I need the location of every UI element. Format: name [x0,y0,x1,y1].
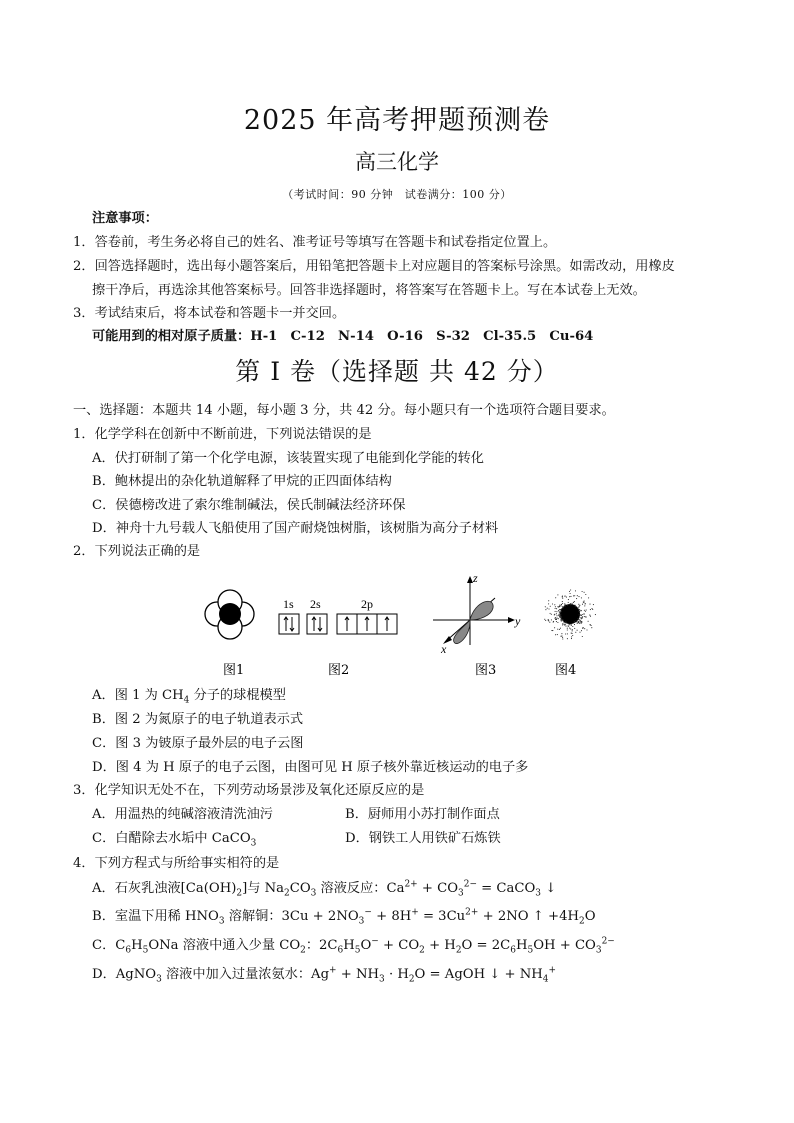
orbital-1s-label: 1s [283,597,294,611]
q1-option-b: B．鲍林提出的杂化轨道解释了甲烷的正四面体结构 [92,474,392,489]
section-title: 第 I 卷（选择题 共 42 分） [235,357,559,386]
q4-option-a: A．石灰乳浊液$[Ca(OH)_2]$与 $Na_2CO_3$ 溶液反应：$Ca^{2+} + CO_3^{2-}$ = CaCO$_3$ ↓ [92,879,557,899]
q3-option-d: D．钢铁工人用铁矿石炼铁 [345,831,501,846]
q2-option-c: C．图 3 为铍原子最外层的电子云图 [92,736,304,751]
axis-z-label: z [473,571,478,585]
q2-option-a: A．图 1 为 $CH_4$ 分子的球棍模型 [92,688,286,706]
notice-item-1: 1．答卷前，考生务必将自己的姓名、准考证号等填写在答题卡和试卷指定位置上。 [73,235,557,250]
q2-stem: 2．下列说法正确的是 [73,544,201,559]
fig1-label: 图1 [223,663,245,678]
exam-title: 2025 年高考押题预测卷 [243,105,551,136]
section-instructions: 一、选择题：本题共 14 小题，每小题 3 分，共 42 分。每小题只有一个选项符合题目要求。 [73,403,615,418]
q4-option-b: B．室温下用稀 $HNO_3$ 溶解铜：$3Cu + 2NO_3^- + 8H^+ = 3Cu^{2+} + 2NO$ ↑ $+4H_2O$ [92,907,596,927]
q4-option-c: C．$C_6H_5ONa$ 溶液中通入少量 $CO_2$：$2C_6H_5O^- + CO_2 + H_2O = 2C_6H_5OH + CO_3^{2-}$ [92,936,615,956]
q2-option-b: B．图 2 为氮原子的电子轨道表示式 [92,712,304,727]
exam-info: （考试时间：90 分钟 试卷满分：100 分） [282,188,512,201]
q4-stem: 4．下列方程式与所给事实相符的是 [73,856,280,871]
q2-option-d: D．图 4 为 H 原子的电子云图，由图可见 H 原子核外靠近核运动的电子多 [92,760,529,775]
axis-x-label: x [441,642,447,656]
notice-item-2: 2．回答选择题时，选出每小题答案后，用铅笔把答题卡上对应题目的答案标号涂黑。如需改动，用橡皮 [73,259,675,274]
axis-y-label: y [515,614,521,628]
exam-subtitle: 高三化学 [355,150,439,174]
q1-stem: 1．化学学科在创新中不断前进，下列说法错误的是 [73,427,372,442]
q2-figure-strip [195,570,615,685]
fig2-label: 图2 [328,663,350,678]
orbital-2p-label: 2p [361,597,373,611]
q3-option-a: A．用温热的纯碱溶液清洗油污 [92,807,273,822]
q3-stem: 3．化学知识无处不在，下列劳动场景涉及氧化还原反应的是 [73,783,425,798]
fig4-label: 图4 [555,663,577,678]
notice-item-3: 3．考试结束后，将本试卷和答题卡一并交回。 [73,306,346,321]
fig1-molecule-model [205,590,254,639]
notice-heading: 注意事项： [92,211,158,226]
q1-option-d: D．神舟十九号载人飞船使用了国产耐烧蚀树脂，该树脂为高分子材料 [92,521,499,536]
notice-item-2-cont: 擦干净后，再选涂其他答案标号。回答非选择题时，将答案写在答题卡上。写在本试卷上无效。 [92,283,646,298]
q3-option-b: B．厨师用小苏打制作面点 [345,807,500,822]
q1-option-c: C．侯德榜改进了索尔维制碱法，侯氏制碱法经济环保 [92,498,406,513]
fig3-label: 图3 [475,663,497,678]
fig4-electron-cloud [544,589,596,639]
fig3-p-orbital [433,571,521,656]
fig2-orbital-diagram [279,597,397,634]
q3-option-c: C．白醋除去水垢中 CaCO$_3$ [92,831,257,849]
orbital-2s-label: 2s [310,597,321,611]
q1-option-a: A．伏打研制了第一个化学电源，该装置实现了电能到化学能的转化 [92,451,484,466]
atomic-masses: 可能用到的相对原子质量：H-1 C-12 N-14 O-16 S-32 Cl-35.5 Cu-64 [92,329,594,344]
q4-option-d: D．AgNO$_3$ 溶液中加入过量浓氨水：$Ag^+ + NH_3 \cdot H_2O$ = AgOH ↓ + $NH_4^+$ [92,965,557,985]
